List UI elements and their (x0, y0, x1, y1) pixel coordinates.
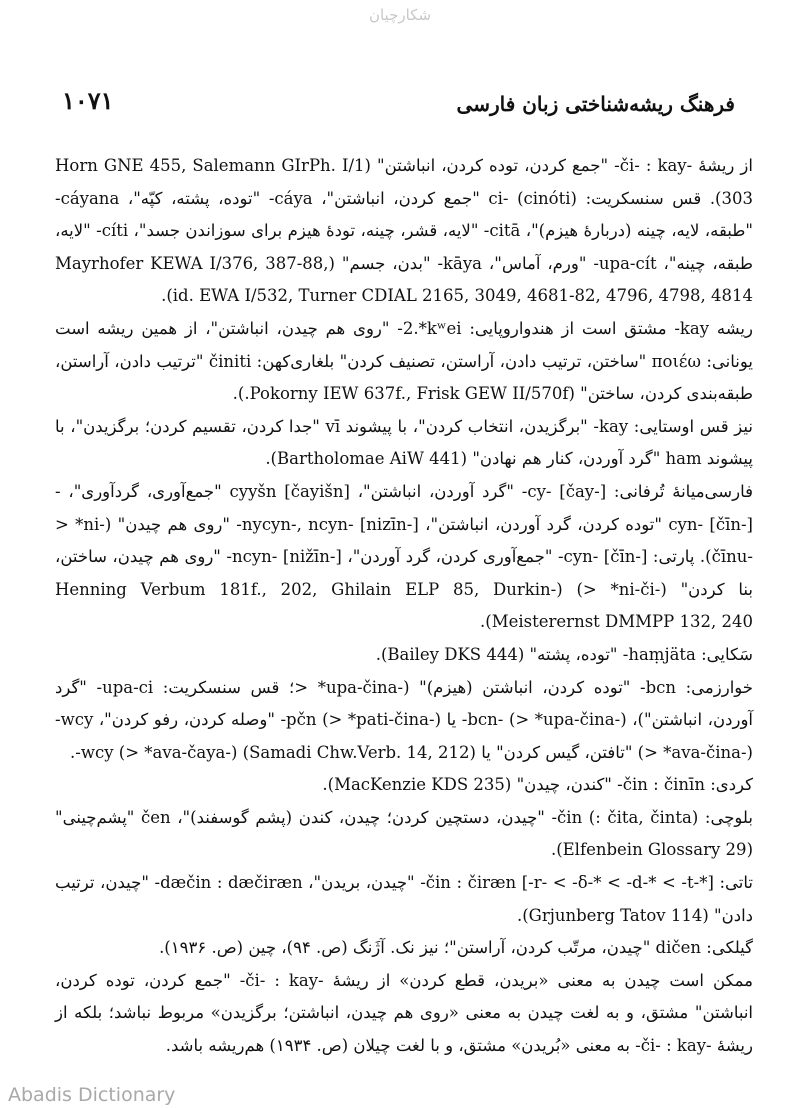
paragraph-baluchi: بلوچی: ‎-čin (: čita, činta)‎ "چیدن، دستچین کردن؛ چیدن، کندن (پشم گوسفند)"، čen "پشم‌چینی" (Elfenbein Glossary 29). (55, 807, 753, 860)
page-number: ۱۰۷۱ (62, 86, 114, 115)
footer-brand: Abadis Dictionary (8, 1084, 176, 1106)
paragraph-conclusion: ممکن است چیدن به معنی «بریدن، قطع کردن» از ریشهٔ ‎-či- : kay-‎ "جمع کردن، توده کردن، انباشتن" مشتق، و به لغت چیدن به معنی «روی هم چیدن، انباشتن؛ برگزیدن» مربوط نباشد؛ بلکه از ریشهٔ ‎-či- : kay-‎ به معنی «بُریدن» مشتق، و با لغت چیلان (ص. ۱۹۳۴) هم‌ریشه باشد. (55, 970, 754, 1056)
entry-body (55, 150, 753, 1063)
paragraph-manichaean-parthian: فارسی‌میانهٔ تُرفانی: ‎-cy- [čay-]‎ "گرد آوردن، انباشتن"، cyyšn [čayišn] "جمع‌آوری، گردآوری"، ‎-cyn- [čīn-]‎ "توده کردن، گرد آوردن، انباشتن"، ‎-nycyn-, ncyn- [nizīn-]‎ "روی هم چیدن" (‎> *ni-čīnu-‎). پارتی: ‎-cyn- [čīn-]‎ "جمع‌آوری کردن، گرد آوردن"، ‎-ncyn- [nižīn-]‎ "روی هم چیدن، ساختن، بنا کردن" (‎> *ni-či-‎) (Henning Verbum 181f., 202, Ghilain ELP 85, Durkin-Meisterernst DMMPP 132, 240). (55, 481, 753, 632)
paragraph-gilaki: گیلکی: dičen "چیدن، مرتّب کردن، آراستن"؛ نیز نک. آژَنگ (ص. ۹۴)، چین (ص. ۱۹۳۶). (159, 938, 753, 958)
paragraph-khwarezmian: خوارزمی: ‎-bcn‎ "توده کردن، انباشتن (هیزم)" (‎> *upa-čina-‎؛ قس سنسکریت: ‎-upa-ci‎ "گرد آوردن، انباشتن")، ‎-bcn- (> *upa-čina-)‎ یا ‎-pčn (> *pati-čina-)‎ "وصله کردن، رفو کردن"، ‎-wcy (> *ava-čina-)‎ "تافتن، گیس کردن" یا ‎-wcy (> *ava-čaya-)‎ (Samadi Chw.Verb. 14, 212). (55, 677, 754, 762)
paragraph-tati: تاتی: ‎-čin : čiræn [-r- < -δ-* < -d-* < -t-*]‎ "چیدن، بریدن"، ‎-dæčin : dæčiræn‎ "چیدن، ترتیب دادن" (Grjunberg Tatov 114). (55, 873, 753, 925)
paragraph-avestan: نیز قس اوستایی: ‎-kay‎ "برگزیدن، انتخاب کردن"، با پیشوند vī "جدا کردن، تقسیم کردن؛ برگزیدن"، با پیشوند ham "گرد آوردن، کنار هم نهادن" (Bartholomae AiW 441). (55, 416, 753, 469)
running-title: فرهنگ ریشه‌شناختی زبان فارسی (456, 92, 735, 116)
paragraph-horn-sanskrit: از ریشهٔ ‎-či- : kay-‎ "جمع کردن، توده کردن، انباشتن" (Horn GNE 455, Salemann GIrPh. I/1 303). قس سنسکریت: ‎ci- (cinóti)‎ "جمع کردن، انباشتن"، ‎-cáya‎ "توده، پشته، کپّه"، ‎-cáyana‎ "طبقه، لایه، چینه (دربارهٔ هیزم)"، ‎-citā‎ "لایه، قشر، چینه، تودهٔ هیزم برای سوزاندن جسد"، ‎-cíti‎ "لایه، طبقه، چینه"، ‎-upa-cít‎ "ورم، آماس"، ‎-kāya‎ "بدن، جسم" (Mayrhofer KEWA I/376, 387-88, id. EWA I/532, Turner CDIAL 2165, 3049, 4681-82, 4796, 4798, 4814). (55, 156, 753, 306)
paragraph-kurdish: کردی: ‎-čin : činīn‎ "کندن، چیدن" (MacKenzie KDS 235). (322, 775, 753, 795)
paragraph-saka: سَکایی: ‎-haṃjäta‎ "توده، پشته" (Bailey DKS 444). (375, 644, 753, 664)
paragraph-indo-european: ریشه ‎-kay‎ مشتق است از هندواروپایی: ‎-2.*kʷei‎ "روی هم چیدن، انباشتن"، از همین ریشه است یونانی: ποιέω "ساختن، ترتیب دادن، آراستن، تصنیف کردن" بلغاری‌کهن: činiti "ترتیب دادن، آراستن، طبقه‌بندی کردن، ساختن" (Pokorny IEW 637f., Frisk GEW II/570f.). (55, 318, 754, 404)
site-watermark: شکارچیان (368, 6, 432, 24)
